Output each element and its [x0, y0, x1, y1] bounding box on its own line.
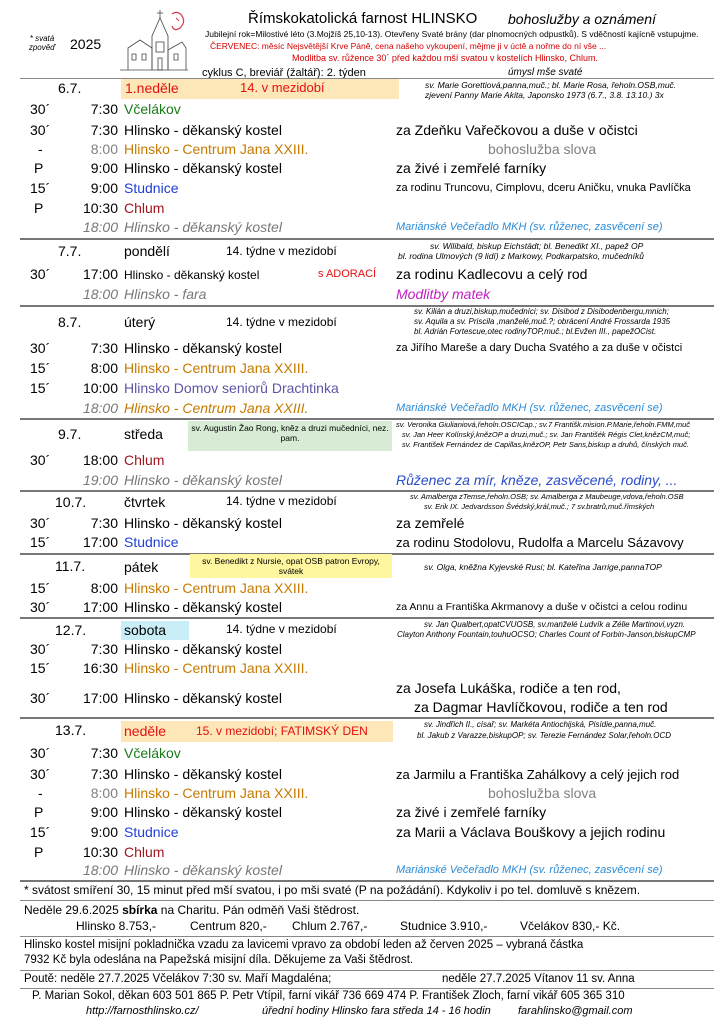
mass-place: Hlinsko - děkanský kostel: [124, 641, 282, 657]
collection-line: [24, 903, 359, 917]
pilgrimage-2: neděle 27.7.2025 Vítanov 11 sv. Anna: [442, 973, 635, 985]
mass-place: Chlum: [124, 844, 165, 860]
mass-intent: Růženec za mír, kněze, zasvěcené, rodiny, ...: [396, 472, 678, 488]
reconcile-mark: 15´: [30, 534, 51, 550]
mass-time: 9:00: [90, 160, 118, 176]
mass-intent: za živé i zemřelé farníky: [396, 160, 547, 176]
saint-line: sv. Jindřich II., císař; sv. Markéta Antiochijská, Pisídie,panna,muč.: [424, 720, 657, 729]
mass-intent: bohoslužba slova: [488, 141, 597, 157]
mass-time: 18:00: [82, 452, 118, 468]
reconcile-mark: 15´: [30, 660, 51, 676]
cycle-line: cyklus C, breviář (žaltář): 2. týden: [202, 67, 366, 79]
rosary-line: Modlitba sv. růžence 30´ před každou mší svatou v kostelích Hlinsko, Chlum.: [292, 53, 598, 63]
reconcile-mark: 30´: [30, 122, 51, 138]
pilgrimage-1: Poutě: neděle 27.7.2025 Včelákov 7:30 sv. Maří Magdaléna;: [24, 973, 332, 985]
mass-time: 18:00: [82, 286, 118, 302]
mass-intent: za živé i zemřelé farníky: [396, 804, 547, 820]
day-date: 8.7.: [58, 314, 82, 330]
mass-time: 8:00: [90, 141, 118, 157]
reconcile-mark: 15´: [30, 360, 51, 376]
mass-time: 17:00: [82, 534, 118, 550]
saint-line: sv. Erik IX. Jedvardsson Švédský,král,muč.; 7 sv.bratrů,muč.římských: [424, 502, 655, 511]
mass-intent: za Josefa Lukáška, rodiče a ten rod,: [396, 680, 621, 696]
mass-time: 18:00: [82, 862, 118, 878]
mass-place: Hlinsko - děkanský kostel: [124, 599, 282, 615]
mass-intent: za Jiřího Mareše a dary Ducha Svatého a za duše v očistci: [396, 342, 683, 354]
adoration-note: s ADORACÍ: [318, 268, 377, 280]
mass-intent: za Marii a Václava Bouškovy a jejich rodinu: [396, 824, 666, 840]
mass-place: Hlinsko - děkanský kostel: [124, 268, 260, 282]
reconcile-mark: 30´: [30, 690, 51, 706]
mass-place: Hlinsko - děkanský kostel: [124, 515, 282, 531]
mass-intent: za Jarmilu a Františka Zahálkovy a celý jejich rod: [396, 767, 680, 782]
day-name: neděle: [124, 723, 167, 739]
mass-intent: Modlitby matek: [396, 286, 491, 302]
day-date: 13.7.: [55, 722, 87, 738]
mass-place: Hlinsko - Centrum Jana XXIII.: [124, 785, 309, 801]
saint-line: sv. Jan Heer Kolínský,knězOP a druzi,muč.; sv. Jan Františék Régis Clet,knězCM,muč;: [402, 430, 691, 439]
mass-time: 9:00: [90, 804, 118, 820]
priests-contacts: P. Marian Sokol, děkan 603 501 865 P. Petr Vtípil, farní vikář 736 669 474 P. František Zloch, farní vikář 605 365 310: [32, 990, 625, 1002]
mass-place: Hlinsko - Centrum Jana XXIII.: [124, 400, 309, 416]
saint-line: sv. Amalberga zTemse,řeholn.OSB; sv. Amalberga z Maubeuge,vdova,řeholn.OSB: [410, 492, 684, 501]
mass-time: 16:30: [82, 660, 118, 676]
website-link[interactable]: http://farnosthlinsko.cz/: [86, 1005, 199, 1017]
collection-vcelakov: Včelákov 830,- Kč.: [520, 919, 621, 933]
parish-subtitle: bohoslužby a oznámení: [508, 11, 656, 27]
reconcile-mark: 30´: [30, 266, 51, 282]
mass-intent: za rodinu Stodolovu, Rudolfa a Marcelu Sázavovy: [396, 535, 684, 550]
email-link[interactable]: farahlinsko@gmail.com: [518, 1005, 633, 1017]
mass-intent: Mariánské Večeřadlo MKH (sv. růženec, zasvěcení se): [396, 221, 663, 233]
day-date: 11.7.: [55, 558, 86, 574]
reconcile-mark: 30´: [30, 515, 51, 531]
reconcile-mark: 30´: [30, 101, 51, 117]
reconcile-mark: P: [34, 160, 44, 176]
mass-time: 7:30: [90, 101, 118, 117]
feast-box: sv. Augustin Žao Rong, kněz a druzi mučedníci, nez. pam.: [188, 421, 392, 451]
mission-line-2: 7932 Kč byla odeslána na Papežská misijní díla. Děkujeme za Vaši štědrost.: [24, 954, 414, 966]
mass-place: Hlinsko - Centrum Jana XXIII.: [124, 360, 309, 376]
mass-place: Studnice: [124, 824, 179, 840]
saint-line: bl. Adrián Fortescue,otec rodinyTOP,muč.; bl.Evžen III., papežOCist.: [414, 327, 657, 336]
reconcile-mark: 30´: [30, 641, 51, 657]
mass-place: Hlinsko Domov seniorů Drachtinka: [124, 380, 339, 396]
day-note: 14. týdne v mezidobí: [226, 244, 337, 258]
saint-line: sv. Veronika Giulianiová,řeholn.OSCICap.; sv.7 Františk.mision.P.Marie,řeholn.FMM,muč: [396, 420, 690, 429]
reconcile-mark: P: [34, 804, 44, 820]
mass-time: 17:00: [82, 266, 118, 282]
feast-box: sv. Benedikt z Nursie, opat OSB patron Evropy, svátek: [190, 554, 392, 578]
mass-place: Hlinsko - Centrum Jana XXIII.: [124, 660, 309, 676]
reconcile-mark: 15´: [30, 824, 51, 840]
mass-place: Hlinsko - děkanský kostel: [124, 862, 282, 878]
mass-time: 10:30: [82, 844, 118, 860]
saint-line: sv. Marie Gorettiová,panna,muč.; bl. Marie Rosa, řeholn.OSB,muč.: [425, 80, 677, 90]
mass-place: Hlinsko - děkanský kostel: [124, 340, 282, 356]
mass-time: 18:00: [82, 219, 118, 235]
mass-time: 18:00: [82, 400, 118, 416]
saint-line: zjevení Panny Marie Akita, Japonsko 1973 (6.7., 3.8. 13.10.) 3x: [425, 90, 664, 100]
mass-place: Hlinsko - děkanský kostel: [124, 766, 282, 782]
day-note: 14. týdne v mezidobí: [226, 315, 337, 329]
day-note: 14. v mezidobí: [240, 80, 325, 95]
saint-line: sv. František Fernández de Capillas,knězOP, Petr Sans,biskup a druhů, čínských muč.: [402, 440, 689, 449]
mass-place: Studnice: [124, 534, 179, 550]
day-note: 14. týdne v mezidobí: [226, 622, 337, 636]
mass-place: Včelákov: [124, 745, 181, 761]
mass-time: 17:00: [82, 690, 118, 706]
mass-place: Hlinsko - děkanský kostel: [124, 219, 282, 235]
day-name: čtvrtek: [124, 494, 166, 510]
reconcile-mark: 15´: [30, 580, 51, 596]
saint-line: sv. Wilibald, biskup Eichstädt; bl. Benedikt XI., papež OP: [430, 241, 644, 251]
mass-time: 7:30: [90, 340, 118, 356]
day-note: 14. týdne v mezidobí: [226, 494, 337, 508]
mass-time: 7:30: [90, 122, 118, 138]
mass-time: 7:30: [90, 766, 118, 782]
mass-time: 8:00: [90, 580, 118, 596]
reconcile-mark: P: [34, 200, 44, 216]
mass-intent: za Dagmar Havlíčkovou, rodiče a ten rod: [414, 699, 668, 715]
reconcile-mark: 15´: [30, 180, 51, 196]
reconcile-mark: -: [38, 785, 43, 801]
mission-line-1: Hlinsko kostel misijní pokladnička vzadu za lavicemi vpravo za období leden až červen 2025 – vybraná částka: [24, 939, 584, 951]
saint-line: sv. Olga, kněžna Kyjevské Rusi; bl. Kateřina Jarrige,pannaTOP: [424, 562, 662, 572]
collection-text: na Charitu. Pán odměň Vaši štědrost.: [160, 903, 360, 917]
day-name: pátek: [124, 559, 159, 575]
mass-place: Hlinsko - fara: [124, 286, 207, 302]
saint-line: bl. Jakub z Varazze,biskupOP; sv. Terezie Fernández Solar,řeholn.OCD: [417, 731, 672, 740]
parish-title: Římskokatolická farnost HLINSKO: [248, 10, 478, 27]
mass-place: Hlinsko - Centrum Jana XXIII.: [124, 580, 309, 596]
mass-place: Hlinsko - děkanský kostel: [124, 160, 282, 176]
reconcile-mark: 15´: [30, 380, 51, 396]
mass-time: 8:00: [90, 360, 118, 376]
mass-intent: Mariánské Večeřadlo MKH (sv. růženec, zasvěcení se): [396, 864, 663, 876]
day-name: 1.neděle: [125, 80, 179, 96]
day-date: 10.7.: [55, 494, 87, 510]
mass-intent: za Annu a Františka Akrmanovy a duše v očistci a celou rodinu: [396, 601, 688, 613]
church-illustration: [118, 8, 190, 72]
mass-time: 7:30: [90, 641, 118, 657]
mass-place: Hlinsko - Centrum Jana XXIII.: [124, 141, 309, 157]
confession-note: * svatá zpověď: [28, 34, 56, 52]
mass-place: Hlinsko - děkanský kostel: [124, 472, 282, 488]
mass-intent: za rodinu Truncovu, Cimplovu, dceru Aničku, vnuka Pavlíčka: [396, 182, 691, 194]
mass-time: 9:00: [90, 824, 118, 840]
mass-intent: za zemřelé: [396, 515, 465, 531]
day-date: 12.7.: [55, 622, 87, 638]
reconcile-mark: -: [38, 141, 43, 157]
mass-time: 8:00: [90, 785, 118, 801]
mass-place: Studnice: [124, 180, 179, 196]
mass-intent: za rodinu Kadlecovu a celý rod: [396, 266, 588, 282]
reconcile-mark: 30´: [30, 599, 51, 615]
mass-place: Včelákov: [124, 101, 181, 117]
mass-time: 10:30: [82, 200, 118, 216]
mass-time: 7:30: [90, 515, 118, 531]
mass-time: 10:00: [82, 380, 118, 396]
day-name: středa: [124, 426, 163, 442]
collection-chlum: Chlum 2.767,-: [292, 919, 368, 933]
mass-place: Hlinsko - děkanský kostel: [124, 804, 282, 820]
day-note: 15. v mezidobí; FATIMSKÝ DEN: [196, 724, 368, 738]
reconcile-mark: P: [34, 844, 44, 860]
saint-line: sv. Kilián a druzi,biskup,mučedníci; sv. Disibod z Disibodenbergu,mnich;: [414, 307, 669, 316]
intent-heading: úmysl mše svaté: [508, 67, 583, 78]
collection-word: sbírka: [122, 903, 158, 917]
mass-place: Hlinsko - děkanský kostel: [124, 690, 282, 706]
jubilee-line: Jubilejní rok=Milostivé léto (3.Mojžíš 25,10-13). Otevřeny Svaté brány (dar plnomocných odpustků). S vděčností kajícně vstupujme.: [205, 29, 699, 39]
mass-time: 19:00: [82, 472, 118, 488]
reconcile-mark: 30´: [30, 745, 51, 761]
mass-intent: Mariánské Večeřadlo MKH (sv. růženec, zasvěcení se): [396, 402, 663, 414]
reconcile-mark: 30´: [30, 452, 51, 468]
month-line: ČERVENEC: měsíc Nejsvětější Krve Páně, cena našeho vykoupení, mějme ji v úctě a nořme do ní vše ...: [210, 41, 607, 51]
year: 2025: [70, 36, 102, 52]
saint-line: sv. Aquila a sv. Priscila ,manželé,muč.?; obrácení André Frossarda 1935: [414, 317, 671, 326]
day-name: úterý: [124, 314, 156, 330]
collection-date: Neděle 29.6.2025: [24, 903, 119, 917]
saint-line: bl. rodina Ulmových (9 lidí) z Markowy, Podkarpatsko, mučedníků: [398, 251, 644, 261]
day-date: 7.7.: [58, 243, 82, 259]
office-hours: úřední hodiny Hlinsko fara středa 14 - 16 hodin: [262, 1005, 491, 1017]
collection-centrum: Centrum 820,-: [190, 919, 267, 933]
mass-time: 9:00: [90, 180, 118, 196]
mass-intent: bohoslužba slova: [488, 785, 597, 801]
day-date: 9.7.: [58, 426, 82, 442]
day-date: 6.7.: [58, 80, 82, 96]
reconcile-mark: 30´: [30, 766, 51, 782]
collection-hlinsko: Hlinsko 8.753,-: [76, 919, 157, 933]
mass-time: 17:00: [82, 599, 118, 615]
saint-line: Clayton Anthony Fountain,touhuOCSO; Charles Count of Forbin-Janson,biskupCMP: [397, 630, 696, 639]
saint-line: sv. Jan Qualbert,opatCVUOSB, sv.manželé Ludvík a Zélie Martinovi,vyzn.: [424, 620, 686, 629]
mass-place: Chlum: [124, 200, 165, 216]
day-name: sobota: [124, 622, 167, 638]
mass-intent: za Zdeňku Vařečkovou a duše v očistci: [396, 122, 638, 138]
confession-info: * svátost smíření 30, 15 minut před mší svatou, i po mši svaté (P na požádání). Kdykoliv i po tel. domluvě s knězem.: [24, 883, 641, 897]
mass-place: Chlum: [124, 452, 165, 468]
mass-time: 7:30: [90, 745, 118, 761]
day-name: pondělí: [124, 243, 170, 259]
mass-place: Hlinsko - děkanský kostel: [124, 122, 282, 138]
collection-studnice: Studnice 3.910,-: [400, 919, 488, 933]
reconcile-mark: 30´: [30, 340, 51, 356]
